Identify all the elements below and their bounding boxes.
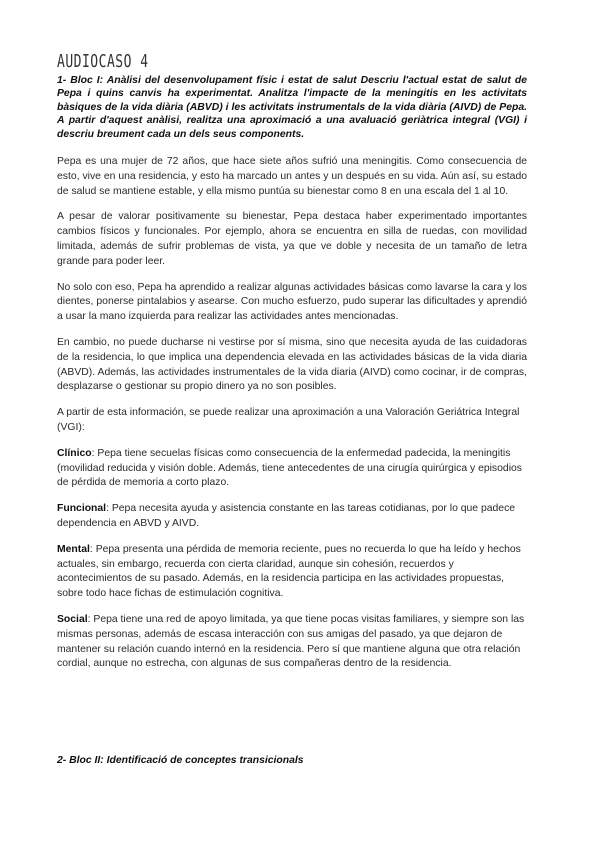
paragraph-intro: Pepa es una mujer de 72 años, que hace siete años sufrió una meningitis. Como consecuencia de esto, vive en una residencia, y esto ha marcado un antes y un después en su vida. Aún así, su estado de salud se mantiene estable, y ella mismo puntúa su bienestar como 8 en una escala del 1 al 10. [57,156,527,197]
document-body [57,52,527,683]
paragraph-vgi-intro: A partir de esta información, se puede realizar una aproximación a una Valoración Geriátrica Integral (VGI): [57,407,520,433]
component-term: Social [57,613,88,625]
component-term: Funcional [57,503,107,515]
vgi-component-social [57,613,527,672]
paragraph-dependence: En cambio, no puede ducharse ni vestirse por sí misma, sino que necesita ayuda de las cuidadoras de la residencia, lo que implica una dependencia elevada en las actividades básicas de la vida diaria (ABVD). Además, las actividades instrumentales de la vida diaria (AIVD) como cocinar, ir de compras, desplazarse o gestionar su propio dinero ya no son posibles. [57,337,527,393]
paragraph-adaptations: No solo con eso, Pepa ha aprendido a realizar algunas actividades básicas como lavarse la cara y los dientes, ponerse pintalabios y asearse. Con mucho esfuerzo, pudo superar las dificultades y aprendió a usar la mano izquierda para realizar las actividades antes mencionadas. [57,281,527,323]
vgi-component-mental [57,543,527,602]
component-text: : Pepa presenta una pérdida de memoria reciente, pues no recuerda lo que ha leído y hechos actuales, sin embargo, recuerda con cierta claridad, aunque sin cohesión, recuerdos y acontecimientos de su pasado. Además, en la residencia participa en las actividades propuestas, sobre todo hace fichas de estimulación cognitiva. [57,543,521,600]
paragraph-physical-changes: A pesar de valorar positivamente su bienestar, Pepa destaca haber experimentado importantes cambios físicos y funcionales. Por ejemplo, ahora se encuentra en silla de ruedas, con movilidad limitada, además de sufrir problemas de vista, ya que ve doble y necesita de un tamaño de letra grande para poder leer. [57,211,527,267]
component-text: : Pepa necesita ayuda y asistencia constante en las tareas cotidianas, por lo que padece dependencia en ABVD y AIVD. [57,503,516,529]
vgi-component-functional [57,502,527,532]
component-term: Clínico [57,447,92,459]
document-title: AUDIOCASO 4 [57,52,149,73]
bloc1-heading: 1- Bloc I: Anàlisi del desenvolupament físic i estat de salut Descriu l'actual estat de salut de Pepa i quins canvis ha experimentat. Analitza l'impacte de la meningitis en les activitats bàsiques de la vida diària (ABVD) i les activitats instrumentals de la vida diària (AIVD) de Pepa. A partir d'aquest anàlisi, realitza una aproximació a una avaluació geriàtrica integral (VGI) i descriu breument cada un dels seus components. [57,75,527,140]
component-text: : Pepa tiene secuelas físicas como consecuencia de la enfermedad padecida, la meningitis (movilidad reducida y visión doble. Además, tiene antecedentes de una cirugía quirúrgica y episodios de pérdida de memoria a corto plazo. [57,447,522,489]
component-term: Mental [57,543,90,555]
vgi-component-clinical [57,447,527,491]
component-text: : Pepa tiene una red de apoyo limitada, ya que tiene pocas visitas familiares, y siempre son las mismas personas, además de escasa interacción con sus amigas del pasado, ya que dejaron de mantener su relación cuando internó en la residencia. Pero sí que mantiene alguna que otra relación cordial, aunque no estrecha, con algunas de sus compañeras dentro de la residencia. [57,613,525,670]
bloc2-heading: 2- Bloc II: Identificació de conceptes transicionals [57,755,304,766]
